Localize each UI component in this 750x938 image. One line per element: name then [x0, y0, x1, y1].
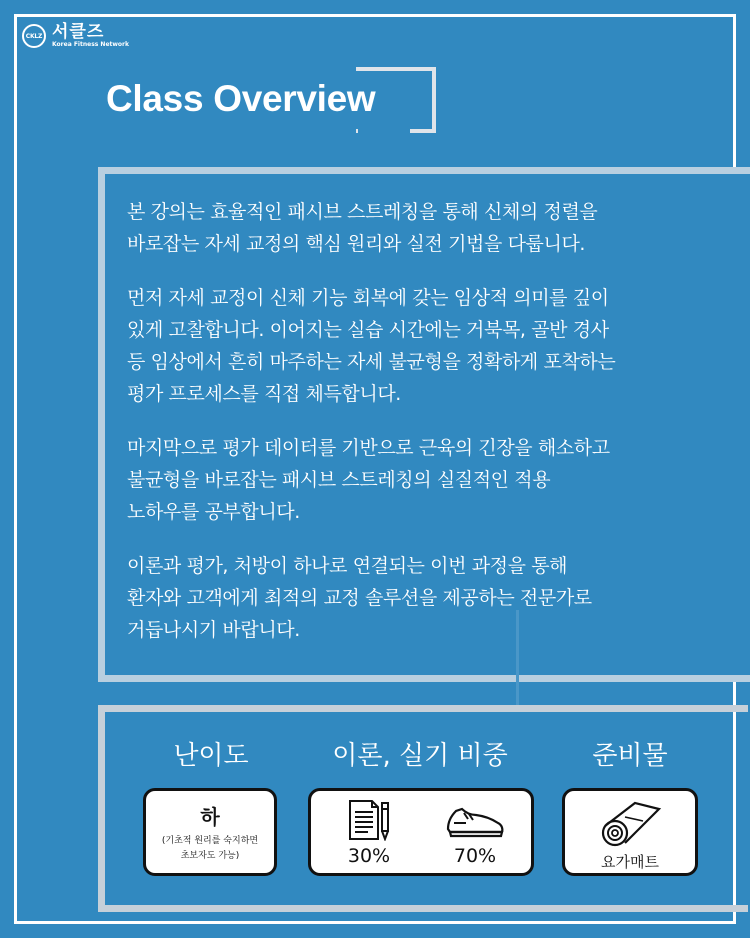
ratio-heading: 이론, 실기 비중	[332, 741, 508, 771]
overview-paragraph-3: 마지막으로 평가 데이터를 기반으로 근육의 긴장을 해소하고 불균형을 바로잡는 패시브 스트레칭의 실질적인 적용 노하우를 공부합니다.	[127, 437, 610, 523]
difficulty-level: 하	[200, 805, 220, 829]
supplies-item: 요가매트	[601, 853, 659, 871]
practice-column	[425, 799, 525, 867]
logo-subtitle: Korea Fitness Network	[52, 41, 130, 48]
ratio-card	[308, 788, 534, 876]
logo	[22, 24, 129, 48]
overview-text-box	[98, 167, 750, 682]
theory-percentage: 30%	[347, 845, 391, 867]
supplies-heading: 준비물	[592, 741, 668, 771]
sneaker-icon	[444, 799, 506, 841]
logo-badge: CKLZ	[22, 24, 46, 48]
overview-paragraph-2: 먼저 자세 교정이 신체 기능 회복에 갖는 임상적 의미를 깊이 있게 고찰합니다. 이어지는 실습 시간에는 거북목, 골반 경사 등 임상에서 흔히 마주하는 자세 불균형을 정확하게 포착하는 평가 프로세스를 직접 체득합니다.	[127, 287, 616, 405]
overview-paragraph-1: 본 강의는 효율적인 패시브 스트레칭을 통해 신체의 정렬을 바로잡는 자세 교정의 핵심 원리와 실전 기법을 다룹니다.	[127, 201, 598, 255]
supplies-card	[562, 788, 698, 876]
logo-name: 서클즈	[52, 22, 105, 42]
theory-column	[319, 799, 419, 867]
difficulty-note: (기초적 원리를 숙지하면 초보자도 가능)	[161, 836, 259, 861]
overview-paragraph-4: 이론과 평가, 처방이 하나로 연결되는 이번 과정을 통해 환자와 고객에게 최적의 교정 솔루션을 제공하는 전문가로 거듭나시기 바랍니다.	[127, 555, 592, 641]
document-pen-icon	[344, 799, 394, 841]
yoga-mat-icon	[595, 797, 665, 849]
decorative-line	[516, 610, 519, 705]
difficulty-card	[143, 788, 277, 876]
practice-percentage: 70%	[453, 845, 497, 867]
difficulty-heading: 난이도	[173, 741, 249, 771]
page-title: Class Overview	[106, 78, 376, 119]
